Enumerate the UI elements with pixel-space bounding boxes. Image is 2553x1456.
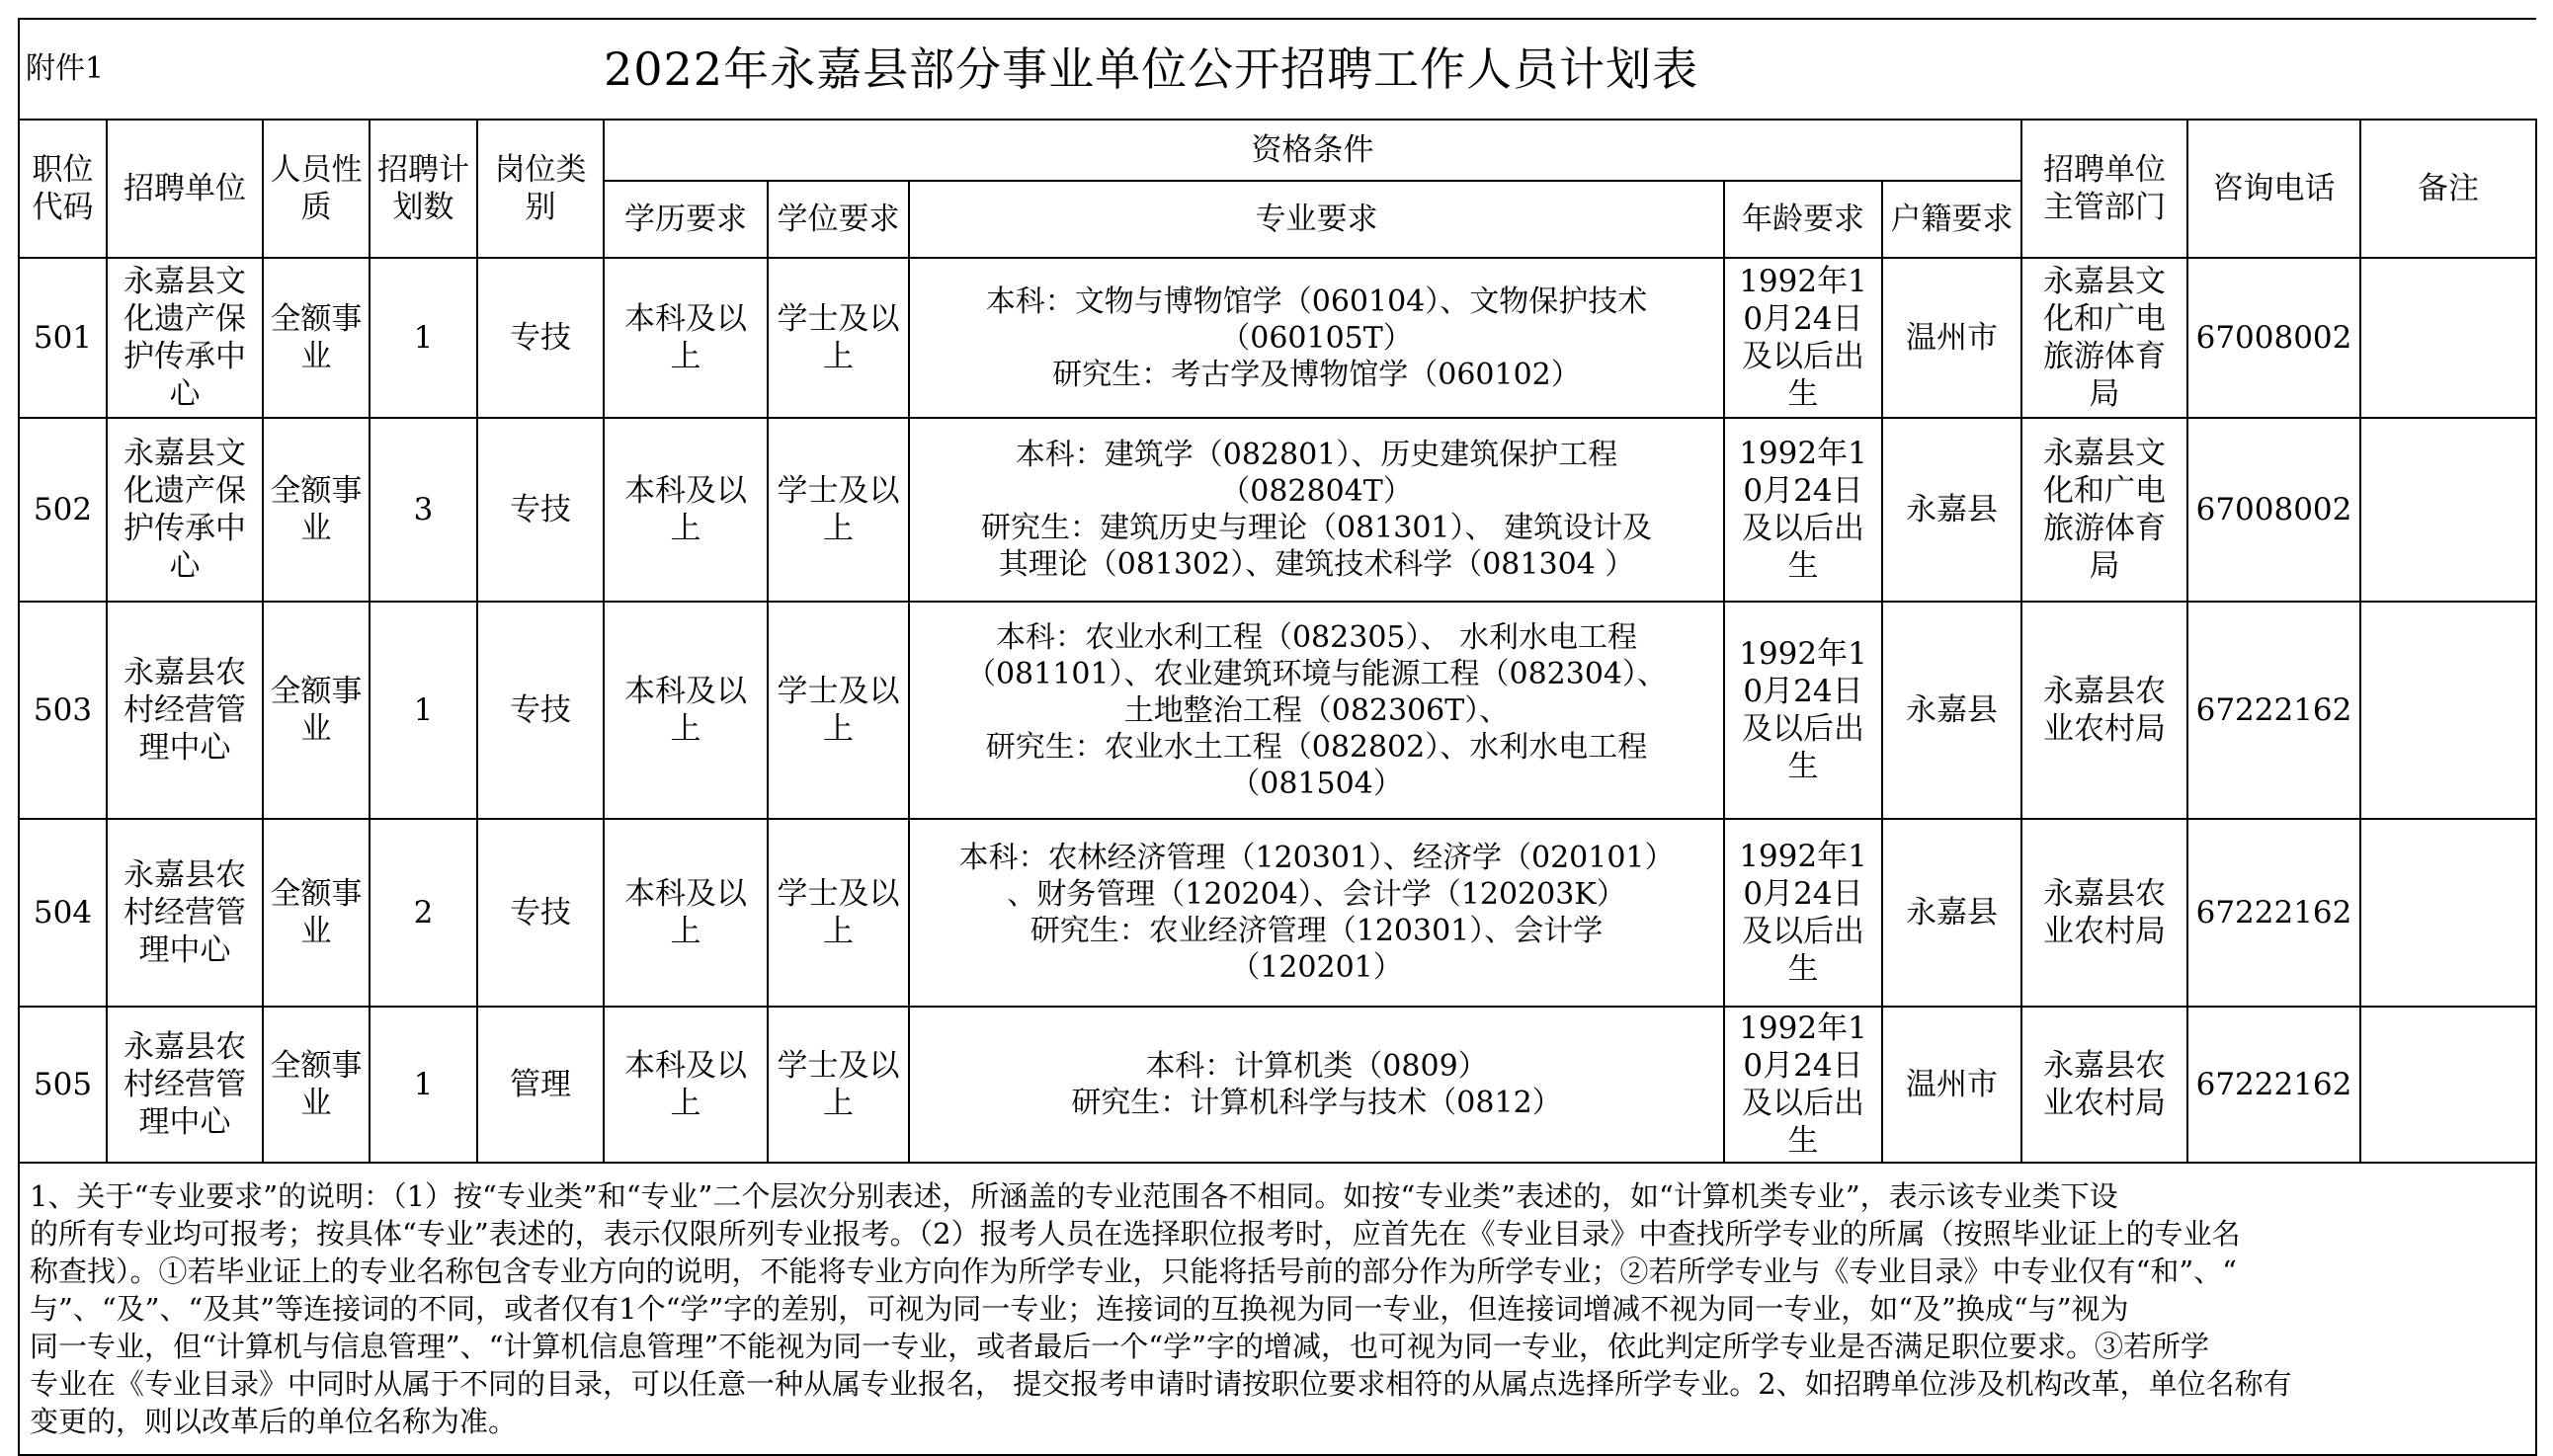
cell-education: 本科及以上	[604, 819, 768, 1007]
major-line: （060105T）	[1220, 320, 1413, 356]
header-code: 职位代码	[19, 120, 107, 258]
cell-household: 永嘉县	[1882, 819, 2021, 1007]
major-line: 研究生：考古学及博物馆学（060102）	[1052, 357, 1581, 392]
cell-major	[909, 819, 1724, 1007]
major-line: （120201）	[1230, 950, 1403, 985]
notes-line: 称查找）。①若毕业证上的专业名称包含专业方向的说明，不能将专业方向作为所学专业，只能将括号前的部分作为所学专业；②若所学专业与《专业目录》中专业仅有“和”、“	[30, 1254, 2237, 1288]
cell-household: 永嘉县	[1882, 418, 2021, 602]
cell-phone: 67222162	[2187, 819, 2360, 1007]
cell-category: 管理	[477, 1007, 604, 1163]
cell-major	[909, 602, 1724, 819]
header-household: 户籍要求	[1882, 181, 2021, 258]
cell-education: 本科及以上	[604, 602, 768, 819]
table-row	[19, 819, 2536, 1007]
cell-age: 1992年10月24日及以后出生	[1724, 819, 1882, 1007]
header-major: 专业要求	[909, 181, 1724, 258]
header-authority: 招聘单位主管部门	[2021, 120, 2187, 258]
cell-authority: 永嘉县农业农村局	[2021, 602, 2187, 819]
notes-text	[19, 1163, 2536, 1455]
table-row	[19, 418, 2536, 602]
cell-phone: 67222162	[2187, 1007, 2360, 1163]
cell-count: 1	[370, 1007, 477, 1163]
cell-authority: 永嘉县文化和广电旅游体育局	[2021, 418, 2187, 602]
cell-remarks	[2360, 1007, 2536, 1163]
cell-code: 504	[19, 819, 107, 1007]
major-line: （081504）	[1230, 766, 1403, 801]
header-education: 学历要求	[604, 181, 768, 258]
cell-unit: 永嘉县农村经营管理中心	[107, 602, 263, 819]
cell-unit: 永嘉县文化遗产保护传承中心	[107, 418, 263, 602]
header-nature: 人员性质	[263, 120, 370, 258]
major-line: 本科：文物与博物馆学（060104）、文物保护技术	[985, 283, 1648, 319]
cell-degree: 学士及以上	[768, 819, 909, 1007]
cell-age: 1992年10月24日及以后出生	[1724, 602, 1882, 819]
notes-row	[19, 1163, 2536, 1455]
cell-count: 1	[370, 602, 477, 819]
cell-household: 温州市	[1882, 258, 2021, 418]
table-row	[19, 1007, 2536, 1163]
title-row	[19, 19, 2536, 120]
cell-phone: 67008002	[2187, 418, 2360, 602]
cell-phone: 67008002	[2187, 258, 2360, 418]
cell-education: 本科及以上	[604, 1007, 768, 1163]
notes-line: 与”、“及”、“及其”等连接词的不同，或者仅有1个“学”字的差别，可视为同一专业；连接词的互换视为同一专业，但连接词增减不视为同一专业，如“及”换成“与”视为	[30, 1292, 2129, 1326]
major-line: 本科：建筑学（082801）、历史建筑保护工程	[1015, 438, 1618, 472]
cell-nature: 全额事业	[263, 819, 370, 1007]
major-line: 本科：农业水利工程（082305）、 水利水电工程	[995, 619, 1638, 655]
cell-remarks	[2360, 418, 2536, 602]
major-line: 其理论（081302）、建筑技术科学（081304 ）	[998, 547, 1635, 582]
major-line: 本科：农林经济管理（120301）、经济学（020101）	[958, 841, 1675, 875]
cell-phone: 67222162	[2187, 602, 2360, 819]
notes-line: 1、关于“专业要求”的说明：（1）按“专业类”和“专业”二个层次分别表述，所涵盖的专业范围各不相同。如按“专业类”表述的，如“计算机类专业”，表示该专业类下设	[30, 1179, 2118, 1213]
cell-household: 永嘉县	[1882, 602, 2021, 819]
cell-major	[909, 258, 1724, 418]
header-count: 招聘计划数	[370, 120, 477, 258]
cell-category: 专技	[477, 819, 604, 1007]
cell-count: 1	[370, 258, 477, 418]
header-category: 岗位类别	[477, 120, 604, 258]
cell-category: 专技	[477, 258, 604, 418]
major-line: 本科：计算机类（0809）	[1145, 1049, 1488, 1084]
cell-household: 温州市	[1882, 1007, 2021, 1163]
notes-line: 专业在《专业目录》中同时从属于不同的目录，可以任意一种从属专业报名， 提交报考申请时请按职位要求相符的从属点选择所学专业。2、如招聘单位涉及机构改革，单位名称有	[30, 1367, 2292, 1401]
cell-nature: 全额事业	[263, 258, 370, 418]
cell-major	[909, 418, 1724, 602]
header-phone: 咨询电话	[2187, 120, 2360, 258]
cell-code: 505	[19, 1007, 107, 1163]
cell-nature: 全额事业	[263, 602, 370, 819]
cell-remarks	[2360, 602, 2536, 819]
cell-age: 1992年10月24日及以后出生	[1724, 418, 1882, 602]
cell-age: 1992年10月24日及以后出生	[1724, 258, 1882, 418]
cell-code: 503	[19, 602, 107, 819]
major-line: 研究生：建筑历史与理论（081301）、 建筑设计及	[980, 511, 1653, 545]
cell-nature: 全额事业	[263, 1007, 370, 1163]
major-line: 研究生：农业水土工程（082802）、水利水电工程	[985, 729, 1648, 765]
cell-unit: 永嘉县文化遗产保护传承中心	[107, 258, 263, 418]
cell-count: 3	[370, 418, 477, 602]
recruitment-plan-table	[18, 18, 2537, 1456]
notes-line: 变更的，则以改革后的单位名称为准。	[30, 1405, 518, 1438]
notes-line: 同一专业，但“计算机与信息管理”、“计算机信息管理”不能视为同一专业，或者最后一个“学”字的增减，也可视为同一专业，依此判定所学专业是否满足职位要求。③若所学	[30, 1330, 2209, 1363]
cell-age: 1992年10月24日及以后出生	[1724, 1007, 1882, 1163]
cell-authority: 永嘉县农业农村局	[2021, 819, 2187, 1007]
header-remarks: 备注	[2360, 120, 2536, 258]
page-title: 2022年永嘉县部分事业单位公开招聘工作人员计划表	[604, 19, 2536, 120]
header-unit: 招聘单位	[107, 120, 263, 258]
cell-degree: 学士及以上	[768, 1007, 909, 1163]
header-age: 年龄要求	[1724, 181, 1882, 258]
cell-degree: 学士及以上	[768, 258, 909, 418]
table-row	[19, 602, 2536, 819]
cell-code: 501	[19, 258, 107, 418]
recruitment-sheet	[18, 18, 2535, 1456]
cell-authority: 永嘉县文化和广电旅游体育局	[2021, 258, 2187, 418]
attachment-label: 附件1	[19, 19, 263, 120]
cell-degree: 学士及以上	[768, 418, 909, 602]
table-row	[19, 258, 2536, 418]
major-line: （081101）、农业建筑环境与能源工程（082304）、	[965, 656, 1668, 691]
cell-remarks	[2360, 819, 2536, 1007]
header-row-1	[19, 120, 2536, 181]
notes-line: 的所有专业均可报考；按具体“专业”表述的，表示仅限所列专业报考。（2）报考人员在选择职位报考时，应首先在《专业目录》中查找所学专业的所属（按照毕业证上的专业名	[30, 1217, 2241, 1251]
major-line: 土地整治工程（082306T）、	[1123, 692, 1510, 728]
header-degree: 学位要求	[768, 181, 909, 258]
cell-category: 专技	[477, 602, 604, 819]
cell-education: 本科及以上	[604, 418, 768, 602]
cell-unit: 永嘉县农村经营管理中心	[107, 1007, 263, 1163]
cell-major	[909, 1007, 1724, 1163]
cell-code: 502	[19, 418, 107, 602]
cell-count: 2	[370, 819, 477, 1007]
major-line: 研究生：计算机科学与技术（0812）	[1071, 1086, 1562, 1120]
cell-education: 本科及以上	[604, 258, 768, 418]
header-qualifications: 资格条件	[604, 120, 2021, 181]
cell-degree: 学士及以上	[768, 602, 909, 819]
cell-category: 专技	[477, 418, 604, 602]
cell-nature: 全额事业	[263, 418, 370, 602]
cell-authority: 永嘉县农业农村局	[2021, 1007, 2187, 1163]
cell-unit: 永嘉县农村经营管理中心	[107, 819, 263, 1007]
major-line: （082804T）	[1220, 474, 1413, 509]
major-line: 研究生：农业经济管理（120301）、会计学	[1029, 914, 1604, 948]
major-line: 、财务管理（120204）、会计学（120203K）	[1007, 877, 1626, 912]
cell-remarks	[2360, 258, 2536, 418]
